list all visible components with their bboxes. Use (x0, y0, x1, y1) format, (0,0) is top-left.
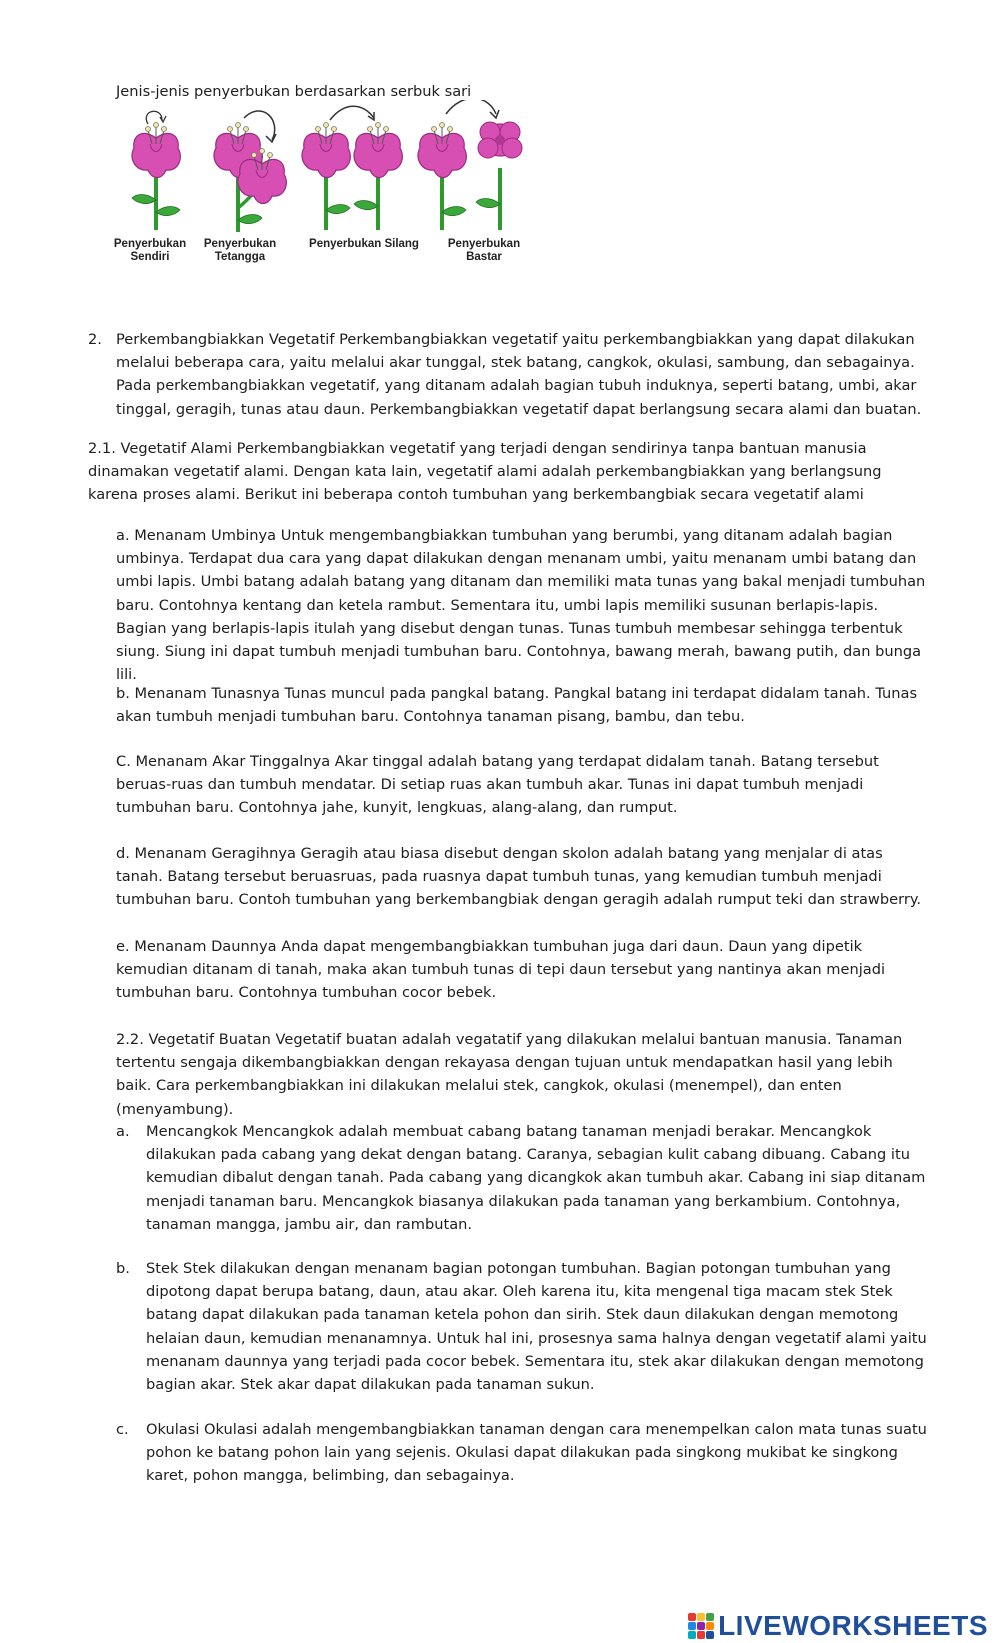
artificial-item-b: Stek Stek dilakukan dengan menanam bagian potongan tumbuhan. Bagian potongan tumbuhan yang dipotong dapat berupa batang, daun, atau akar. Oleh karena itu, kita mengenal tiga macam stek Stek batang dapat dilakukan pada tanaman ketela pohon dan sirih. Stek daun dilakukan dengan memotong helaian daun, kemudian menanamnya. Untuk hal ini, prosesnya sama halnya dengan vegetatif alami yaitu menanam daunnya yang terjadi pada cocor bebek. Sementara itu, stek akar dilakukan dengan memotong bagian akar. Stek akar dapat dilakukan pada tanaman sukun. (146, 1260, 927, 1394)
artificial-label-a: a. (116, 1123, 130, 1140)
section-2-number: 2. (88, 331, 102, 348)
liveworksheets-logo-icon (688, 1613, 714, 1639)
natural-item-d: d. Menanam Geragihnya Geragih atau biasa disebut dengan skolon adalah batang yang menjalar di atas tanah. Batang tersebut beruasruas, pada ruasnya dapat tumbuh tunas, yang kemudian tumbuh menjadi tumbuhan baru. Contoh tumbuhan yang berkembangbiak dengan geragih adalah rumput teki dan strawberry. (116, 845, 922, 909)
brand-text: LIVEWORKSHEETS (718, 1610, 988, 1642)
artificial-label-c: c. (116, 1421, 129, 1438)
figure-title: Jenis-jenis penyerbukan berdasarkan serbuk sari (116, 83, 472, 100)
natural-item-a: a. Menanam Umbinya Untuk mengembangbiakkan tumbuhan yang berumbi, yang ditanam adalah bagian umbinya. Terdapat dua cara yang dapat dilakukan dengan menanam umbi, yaitu menanam umbi batang dan umbi lapis. Umbi batang adalah batang yang ditanam dan memiliki mata tunas yang bakal menjadi tumbuhan baru. Contohnya kentang dan ketela rambut. Sementara itu, umbi lapis memiliki susunan berlapis-lapis. Bagian yang berlapis-lapis itulah yang disebut dengan tunas. Tunas tumbuh membesar sehingga terbentuk siung. Siung ini dapat tumbuh menjadi tumbuhan baru. Contohnya, bawang merah, bawang putih, dan bunga lili. (116, 527, 926, 684)
caption-bastar: Penyerbukan Bastar (447, 238, 521, 263)
natural-item-b: b. Menanam Tunasnya Tunas muncul pada pangkal batang. Pangkal batang ini terdapat didalam tanah. Tunas akan tumbuh menjadi tumbuhan baru. Contohnya tanaman pisang, bambu, dan tebu. (116, 685, 918, 726)
liveworksheets-brand[interactable] (688, 1610, 988, 1642)
flower-cross (302, 106, 402, 230)
caption-self: Penyerbukan Sendiri (113, 238, 187, 263)
section-2-1-text: 2.1. Vegetatif Alami Perkembangbiakkan vegetatif yang terjadi dengan sendirinya tanpa bantuan manusia dinamakan vegetatif alami. Dengan kata lain, vegetatif alami adalah perkembangbiakkan yang berlangsung karena proses alami. Berikut ini beberapa contoh tumbuhan yang berkembangbiak secara vegetatif alami (88, 440, 882, 504)
flower-self (132, 111, 180, 230)
section-2-text: Perkembangbiakkan Vegetatif Perkembangbiakkan vegetatif yaitu perkembangbiakkan yang dapat dilakukan melalui beberapa cara, yaitu melalui akar tunggal, stek batang, cangkok, okulasi, sambung, dan sebagainya. Pada perkembangbiakkan vegetatif, yang ditanam adalah bagian tubuh induknya, seperti batang, umbi, akar tinggal, geragih, tunas atau daun. Perkembangbiakkan vegetatif dapat berlangsung secara alami dan buatan. (116, 331, 922, 418)
natural-item-c: C. Menanam Akar Tinggalnya Akar tinggal adalah batang yang terdapat didalam tanah. Batang tersebut beruas-ruas dan tumbuh mendatar. Di setiap ruas akan tumbuh akar. Tunas ini dapat tumbuh menjadi tumbuhan baru. Contohnya jahe, kunyit, lengkuas, alang-alang, dan rumput. (116, 753, 879, 817)
artificial-label-b: b. (116, 1260, 130, 1277)
natural-item-e: e. Menanam Daunnya Anda dapat mengembangbiakkan tumbuhan juga dari daun. Daun yang dipetik kemudian ditanam di tanah, maka akan tumbuh tunas di tepi daun tersebut yang nantinya akan menjadi tumbuhan baru. Contohnya tumbuhan cocor bebek. (116, 938, 886, 1002)
caption-neighbour: Penyerbukan Tetangga (203, 238, 277, 263)
section-2-2-text: 2.2. Vegetatif Buatan Vegetatif buatan adalah vegatatif yang dilakukan melalui bantuan manusia. Tanaman tertentu sengaja dikembangbiakkan dengan rekayasa dengan tujuan untuk mendapatkan hasil yang lebih baik. Cara perkembangbiakkan ini dilakukan melalui stek, cangkok, okulasi (menempel), dan enten (menyambung). (116, 1031, 903, 1118)
flower-neighbour (214, 111, 286, 232)
artificial-item-a: Mencangkok Mencangkok adalah membuat cabang batang tanaman menjadi berakar. Mencangkok dilakukan pada cabang yang dekat dengan batang. Caranya, sebagian kulit cabang dibuang. Cabang itu kemudian dibalut dengan tanah. Pada cabang yang dicangkok akan tumbuh akar. Cabang ini siap ditanam menjadi tanaman baru. Mencangkok biasanya dilakukan pada tanaman yang berkambium. Contohnya, tanaman mangga, jambu air, dan rambutan. (146, 1123, 926, 1233)
artificial-item-c: Okulasi Okulasi adalah mengembangbiakkan tanaman dengan cara menempelkan calon mata tunas suatu pohon ke batang pohon lain yang sejenis. Okulasi dapat dilakukan pada singkong mukibat ke singkong karet, pohon mangga, belimbing, dan sebagainya. (146, 1421, 927, 1485)
caption-cross: Penyerbukan Silang (309, 238, 419, 250)
flower-bastar (418, 100, 522, 230)
figure-captions (112, 238, 552, 278)
